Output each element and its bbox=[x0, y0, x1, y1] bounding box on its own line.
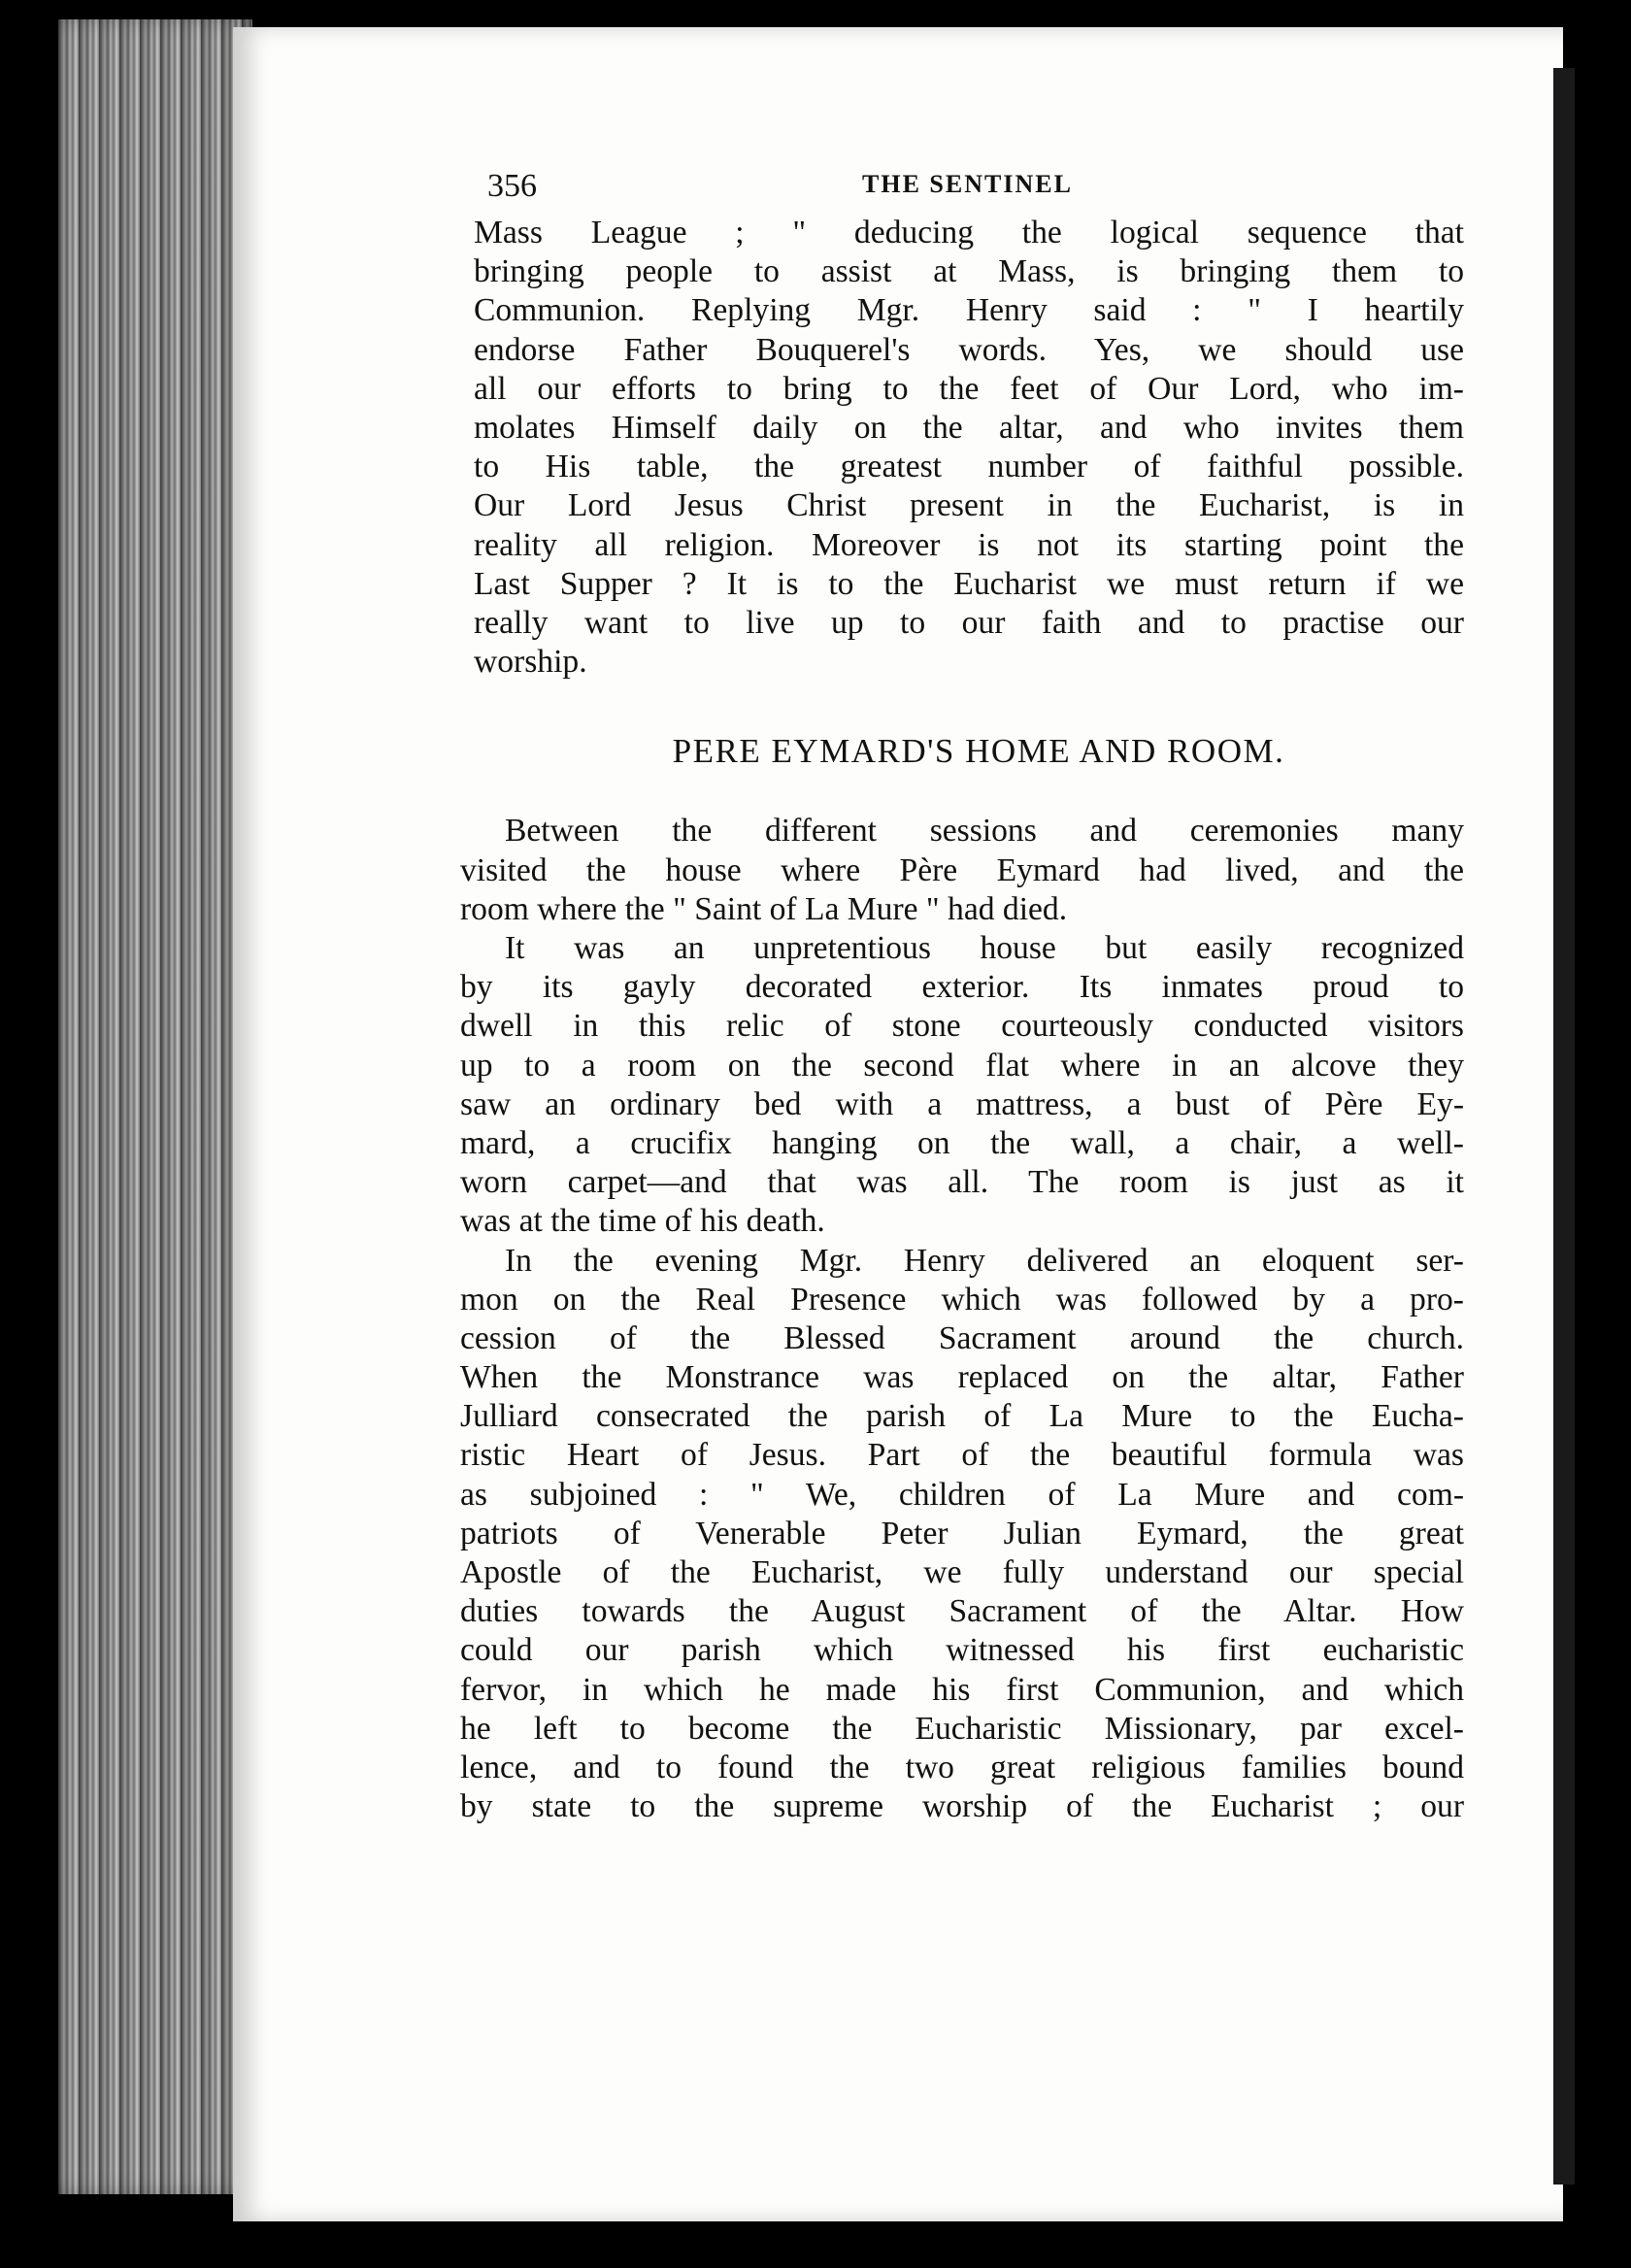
text-line: cession of the Blessed Sacrament around the church. bbox=[460, 1319, 1464, 1356]
text-line: Mass League ; " deducing the logical sequence that bbox=[474, 215, 1464, 250]
continued-paragraph bbox=[474, 214, 1464, 682]
text-line: really want to live up to our faith and to practise our bbox=[474, 604, 1464, 641]
text-line: all our efforts to bring to the feet of Our Lord, who im- bbox=[474, 370, 1464, 407]
text-line: Between the different sessions and ceremonies many bbox=[505, 813, 1464, 850]
text-line: could our parish which witnessed his first eucharistic bbox=[460, 1632, 1464, 1669]
paragraph bbox=[460, 812, 1464, 929]
text-line: by its gayly decorated exterior. Its inmates proud to bbox=[460, 969, 1464, 1006]
text-line: reality all religion. Moreover is not its starting point the bbox=[474, 526, 1464, 563]
text-line: It was an unpretentious house but easily recognized bbox=[505, 930, 1464, 967]
text-line: worn carpet—and that was all. The room is just as it bbox=[460, 1164, 1464, 1201]
text-line: Apostle of the Eucharist, we fully understand our special bbox=[460, 1554, 1464, 1591]
text-line: Communion. Replying Mgr. Henry said : " I heartily bbox=[474, 292, 1464, 329]
text-line: Our Lord Jesus Christ present in the Eucharist, is in bbox=[474, 487, 1464, 524]
text-line: visited the house where Père Eymard had lived, and the bbox=[460, 851, 1464, 888]
text-line: In the evening Mgr. Henry delivered an eloquent ser- bbox=[505, 1242, 1464, 1279]
text-line: Last Supper ? It is to the Eucharist we must return if we bbox=[474, 565, 1464, 602]
text-line: When the Monstrance was replaced on the altar, Father bbox=[460, 1359, 1464, 1396]
text-line: ristic Heart of Jesus. Part of the beautiful formula was bbox=[460, 1437, 1464, 1474]
text-line: he left to become the Eucharistic Missionary, par excel- bbox=[460, 1710, 1464, 1747]
text-line: room where the " Saint of La Mure " had died. bbox=[460, 890, 1068, 927]
text-line: saw an ordinary bed with a mattress, a bust of Père Ey- bbox=[460, 1085, 1464, 1122]
text-line: Julliard consecrated the parish of La Mure to the Eucha- bbox=[460, 1398, 1464, 1435]
paragraph bbox=[460, 929, 1464, 1242]
text-line: fervor, in which he made his first Communion, and which bbox=[460, 1671, 1464, 1708]
facing-page-edge bbox=[1553, 68, 1575, 2185]
section-body bbox=[460, 812, 1464, 1826]
text-line: was at the time of his death. bbox=[460, 1203, 825, 1240]
text-line: dwell in this relic of stone courteously conducted visitors bbox=[460, 1008, 1464, 1045]
text-line: molates Himself daily on the altar, and who invites them bbox=[474, 409, 1464, 446]
text-line: mard, a crucifix hanging on the wall, a chair, a well- bbox=[460, 1124, 1464, 1161]
text-line: endorse Father Bouquerel's words. Yes, we should use bbox=[474, 331, 1464, 368]
text-line: as subjoined : " We, children of La Mure and com- bbox=[460, 1476, 1464, 1513]
book-page-edges bbox=[58, 19, 252, 2194]
paragraph bbox=[460, 1242, 1464, 1827]
text-line: lence, and to found the two great religious families bound bbox=[460, 1749, 1464, 1785]
text-line: bringing people to assist at Mass, is bringing them to bbox=[474, 253, 1464, 290]
text-line: duties towards the August Sacrament of the Altar. How bbox=[460, 1593, 1464, 1630]
text-line: by state to the supreme worship of the Eucharist ; our bbox=[460, 1788, 1464, 1825]
page-number: 356 bbox=[487, 167, 537, 204]
text-line: worship. bbox=[474, 644, 587, 681]
text-line: mon on the Real Presence which was followed by a pro- bbox=[460, 1281, 1464, 1317]
section-heading: PERE EYMARD'S HOME AND ROOM. bbox=[672, 732, 1285, 771]
text-line: up to a room on the second flat where in an alcove they bbox=[460, 1047, 1464, 1084]
text-line: patriots of Venerable Peter Julian Eymard, the great bbox=[460, 1515, 1464, 1551]
text-line: to His table, the greatest number of faithful possible. bbox=[474, 449, 1464, 485]
running-head bbox=[474, 148, 1464, 206]
running-title: THE SENTINEL bbox=[862, 169, 1073, 198]
page-text bbox=[460, 148, 1464, 1826]
